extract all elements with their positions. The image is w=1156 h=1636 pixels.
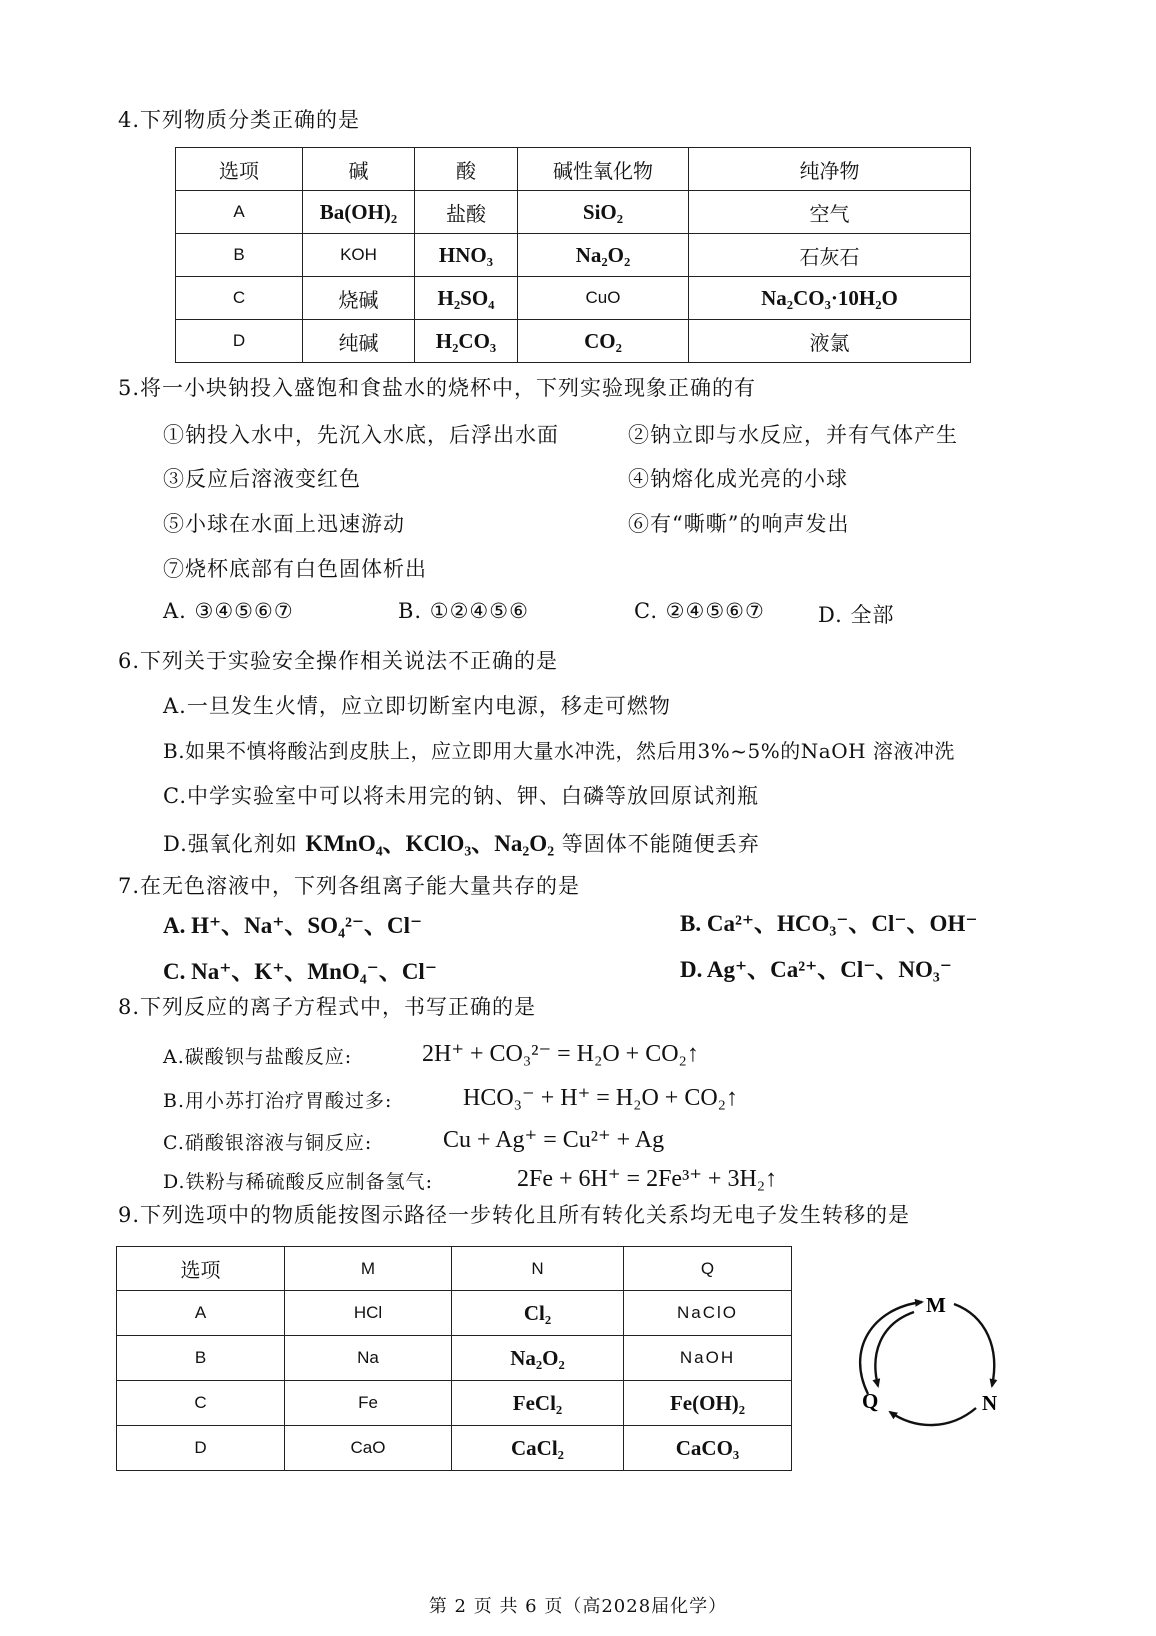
q9-m: Fe bbox=[285, 1381, 452, 1426]
table-row bbox=[117, 1336, 792, 1381]
q4-option: B bbox=[176, 234, 303, 277]
q4-header-cell: 碱 bbox=[303, 148, 415, 191]
q4-acid: 盐酸 bbox=[415, 191, 518, 234]
q4-header-cell: 碱性氧化物 bbox=[518, 148, 689, 191]
q9-option: A bbox=[117, 1291, 285, 1336]
q8-option-b-equation: HCO₃⁻ + H⁺ = H₂O + CO₂↑ bbox=[463, 1085, 739, 1111]
q6-stem: 6.下列关于实验安全操作相关说法不正确的是 bbox=[118, 649, 559, 673]
q5-item: ③反应后溶液变红色 bbox=[163, 467, 361, 491]
q4-pure: Na₂CO₃·10H₂O bbox=[689, 277, 971, 320]
q6-option-c: C.中学实验室中可以将未用完的钠、钾、白磷等放回原试剂瓶 bbox=[163, 784, 759, 808]
q5-item: ⑤小球在水面上迅速游动 bbox=[163, 512, 405, 536]
q8-option-d-text: D.铁粉与稀硫酸反应制备氢气: bbox=[163, 1171, 433, 1193]
q4-base: Ba(OH)₂ bbox=[303, 191, 415, 234]
q4-option: A bbox=[176, 191, 303, 234]
table-row bbox=[176, 320, 971, 363]
q6-option-d-prefix: D.强氧化剂如 bbox=[163, 832, 298, 856]
q9-q: Fe(OH)₂ bbox=[624, 1381, 792, 1426]
q9-stem: 9.下列选项中的物质能按图示路径一步转化且所有转化关系均无电子发生转移的是 bbox=[118, 1203, 911, 1227]
q5-option-d: D. 全部 bbox=[818, 603, 895, 627]
node-m: M bbox=[926, 1293, 946, 1317]
q4-option: C bbox=[176, 277, 303, 320]
table-row bbox=[176, 277, 971, 320]
q4-option: D bbox=[176, 320, 303, 363]
q9-m: Na bbox=[285, 1336, 452, 1381]
q4-header-cell: 酸 bbox=[415, 148, 518, 191]
q6-option-b: B.如果不慎将酸沾到皮肤上，应立即用大量水冲洗，然后用3%~5%的NaOH 溶液冲洗 bbox=[163, 739, 955, 763]
q7-option-a: A. H⁺、Na⁺、SO₄²⁻、Cl⁻ bbox=[163, 913, 423, 938]
q8-option-a-equation: 2H⁺ + CO₃²⁻ = H₂O + CO₂↑ bbox=[422, 1041, 699, 1067]
table-row bbox=[176, 191, 971, 234]
q8-option-c-text: C.硝酸银溶液与铜反应: bbox=[163, 1132, 373, 1154]
q9-option: D bbox=[117, 1426, 285, 1471]
q4-header-row bbox=[176, 148, 971, 191]
q4-acid: H₂SO₄ bbox=[415, 277, 518, 320]
q4-base: 烧碱 bbox=[303, 277, 415, 320]
q6-option-d-suffix: 等固体不能随便丢弃 bbox=[561, 832, 760, 856]
q4-pure: 液氯 bbox=[689, 320, 971, 363]
q8-option-b-text: B.用小苏打治疗胃酸过多: bbox=[163, 1090, 393, 1112]
arrow-m-to-q bbox=[875, 1312, 914, 1386]
q4-header-cell: 选项 bbox=[176, 148, 303, 191]
q4-oxide: Na₂O₂ bbox=[518, 234, 689, 277]
q5-item: ⑦烧杯底部有白色固体析出 bbox=[163, 557, 427, 581]
q9-m: HCl bbox=[285, 1291, 452, 1336]
q9-n: Na₂O₂ bbox=[452, 1336, 624, 1381]
node-n: N bbox=[982, 1391, 998, 1415]
q9-header-cell: 选项 bbox=[117, 1247, 285, 1291]
q9-header-cell: N bbox=[452, 1247, 624, 1291]
q4-acid: H₂CO₃ bbox=[415, 320, 518, 363]
q9-n: CaCl₂ bbox=[452, 1426, 624, 1471]
q5-item: ⑥有“嘶嘶”的响声发出 bbox=[628, 512, 850, 536]
q9-q: NaClO bbox=[624, 1291, 792, 1336]
node-q: Q bbox=[862, 1389, 879, 1413]
q4-base: 纯碱 bbox=[303, 320, 415, 363]
q5-stem: 5.将一小块钠投入盛饱和食盐水的烧杯中，下列实验现象正确的有 bbox=[118, 376, 757, 400]
q4-oxide: CuO bbox=[518, 277, 689, 320]
q5-item: ②钠立即与水反应，并有气体产生 bbox=[628, 423, 958, 447]
q9-header-cell: Q bbox=[624, 1247, 792, 1291]
q7-stem: 7.在无色溶液中，下列各组离子能大量共存的是 bbox=[118, 874, 581, 898]
q9-m: CaO bbox=[285, 1426, 452, 1471]
q7-option-d: D. Ag⁺、Ca²⁺、Cl⁻、NO₃⁻ bbox=[680, 957, 952, 982]
table-row bbox=[176, 234, 971, 277]
q9-q: NaOH bbox=[624, 1336, 792, 1381]
q4-stem: 4.下列物质分类正确的是 bbox=[118, 108, 361, 132]
q6-option-a: A.一旦发生火情，应立即切断室内电源，移走可燃物 bbox=[163, 694, 671, 718]
q5-option-a: A. ③④⑤⑥⑦ bbox=[163, 599, 294, 623]
q4-table bbox=[175, 147, 971, 363]
arrow-m-to-n bbox=[954, 1304, 994, 1386]
q4-pure: 空气 bbox=[689, 191, 971, 234]
q5-option-b: B. ①②④⑤⑥ bbox=[398, 599, 529, 623]
q4-acid: HNO₃ bbox=[415, 234, 518, 277]
q8-stem: 8.下列反应的离子方程式中，书写正确的是 bbox=[118, 995, 537, 1019]
q4-oxide: SiO₂ bbox=[518, 191, 689, 234]
q9-option: C bbox=[117, 1381, 285, 1426]
table-row bbox=[117, 1291, 792, 1336]
table-row bbox=[117, 1381, 792, 1426]
q8-option-d-equation: 2Fe + 6H⁺ = 2Fe³⁺ + 3H₂↑ bbox=[517, 1166, 778, 1192]
arrow-n-to-q bbox=[890, 1408, 976, 1425]
table-row bbox=[117, 1426, 792, 1471]
q7-option-b: B. Ca²⁺、HCO₃⁻、Cl⁻、OH⁻ bbox=[680, 911, 978, 936]
arrow-q-to-m bbox=[860, 1302, 922, 1394]
q7-option-c: C. Na⁺、K⁺、MnO₄⁻、Cl⁻ bbox=[163, 959, 437, 984]
q9-q: CaCO₃ bbox=[624, 1426, 792, 1471]
q4-header-cell: 纯净物 bbox=[689, 148, 971, 191]
q5-item: ④钠熔化成光亮的小球 bbox=[628, 467, 848, 491]
q4-pure: 石灰石 bbox=[689, 234, 971, 277]
q9-table bbox=[116, 1246, 792, 1471]
conversion-cycle-diagram bbox=[850, 1290, 1020, 1430]
q6-option-d bbox=[163, 825, 760, 858]
page-footer: 第 2 页 共 6 页（高2028届化学） bbox=[428, 1596, 728, 1617]
q6-option-d-chemicals: KMnO₄、KClO₃、Na₂O₂ bbox=[305, 831, 555, 856]
q5-item: ①钠投入水中，先沉入水底，后浮出水面 bbox=[163, 423, 559, 447]
q8-option-c-equation: Cu + Ag⁺ = Cu²⁺ + Ag bbox=[443, 1127, 665, 1153]
q5-option-c: C. ②④⑤⑥⑦ bbox=[634, 599, 765, 623]
q8-option-a-text: A.碳酸钡与盐酸反应: bbox=[163, 1046, 353, 1068]
q9-option: B bbox=[117, 1336, 285, 1381]
q4-oxide: CO₂ bbox=[518, 320, 689, 363]
q4-base: KOH bbox=[303, 234, 415, 277]
q9-header-cell: M bbox=[285, 1247, 452, 1291]
q9-header-row bbox=[117, 1247, 792, 1291]
q9-n: FeCl₂ bbox=[452, 1381, 624, 1426]
q9-n: Cl₂ bbox=[452, 1291, 624, 1336]
